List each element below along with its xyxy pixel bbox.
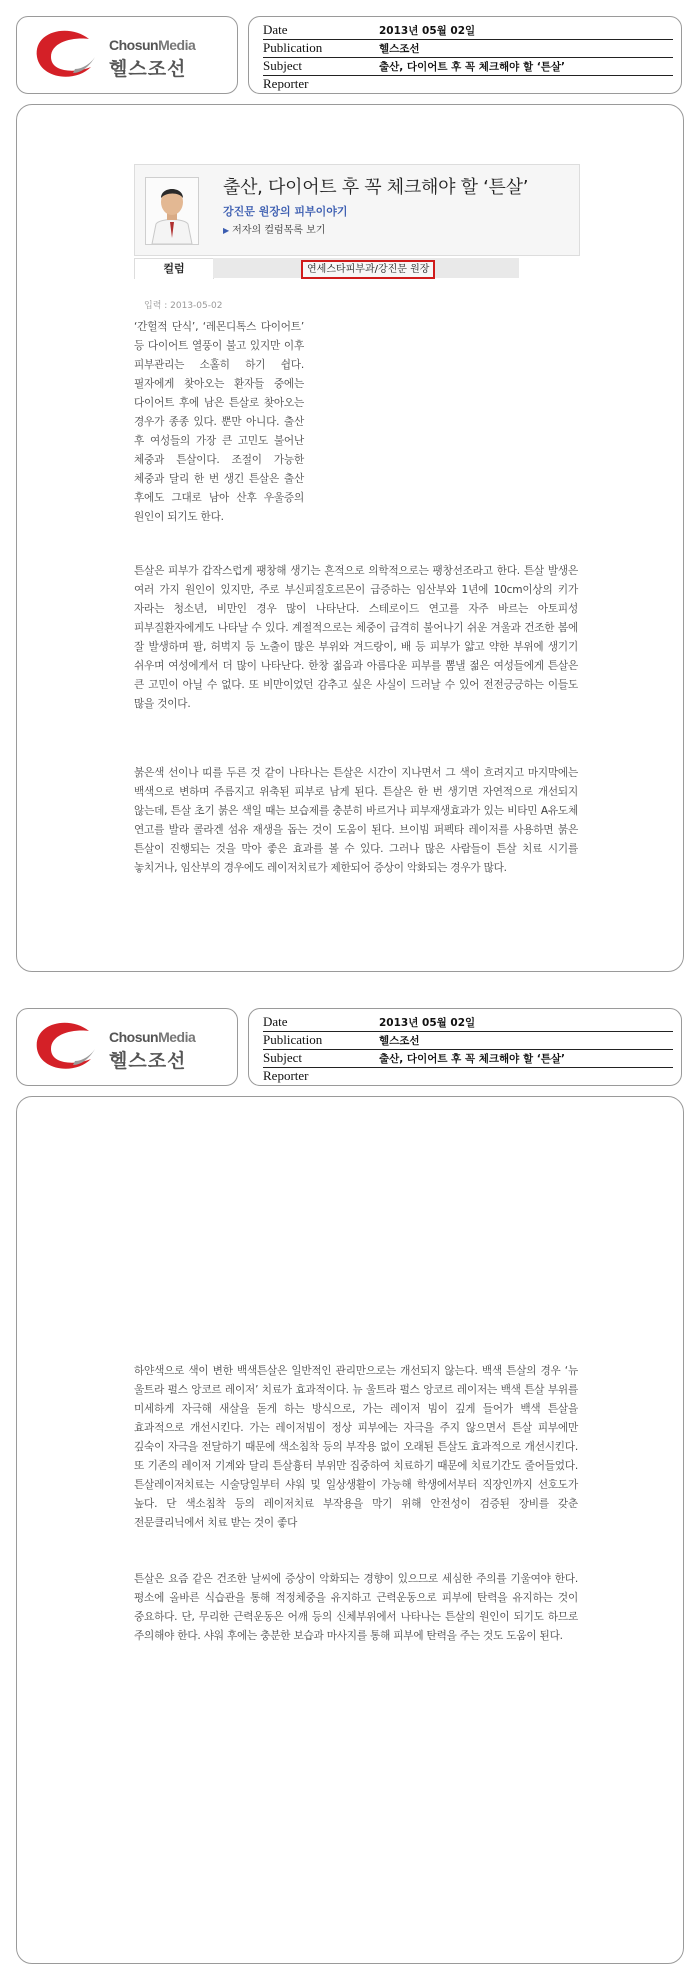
column-series-name[interactable]: 강진문 원장의 피부이야기 [223, 205, 348, 218]
article-date: 입력 : 2013-05-02 [144, 301, 223, 311]
meta-row-date [263, 1013, 673, 1032]
meta-panel [248, 1008, 682, 1086]
publication-label: Publication [263, 40, 323, 55]
tab-bar [134, 258, 578, 278]
source-badge: 연세스타피부과/강진문 원장 [301, 260, 435, 279]
publication-value: 헬스조선 [379, 43, 420, 55]
paragraph-intro: ‘간헐적 단식’, ‘레몬디톡스 다이어트’ 등 다이어트 열풍이 불고 있지만 이후 피부관리는 소홀히 하기 쉽다. 필자에게 찾아오는 환자들 중에는 다이어트 후에 남은 튼살로 찾아오는 경우가 종종 있다. 뿐만 아니다. 출산 후 여성들의 가장 큰 고민도 불어난 체중과 튼살이다. 조절이 가능한 체중과 달리 한 번 생긴 튼살은 출산 후에도 그대로 남아 산후 우울증의 원인이 되기도 한다. [134, 321, 304, 523]
logo-wordmark-top: ChosunMedia [109, 1029, 196, 1045]
subject-label: Subject [263, 58, 302, 73]
logo-wordmark-top: ChosunMedia [109, 37, 196, 53]
meta-row-publication [263, 1031, 673, 1050]
article-header [134, 164, 580, 256]
date-value: 2013년 05월 02일 [379, 1017, 476, 1029]
meta-row-publication [263, 39, 673, 58]
date-value: 2013년 05월 02일 [379, 25, 476, 37]
subject-value: 출산, 다이어트 후 꼭 체크해야 할 ‘튼살’ [379, 61, 566, 73]
logo-wordmark-bottom: 헬스조선 [109, 58, 187, 80]
date-label: Date [263, 22, 288, 37]
meta-row-date [263, 21, 673, 40]
meta-panel [248, 16, 682, 94]
meta-row-reporter [263, 75, 673, 93]
author-portrait-icon [146, 178, 198, 244]
article-title: 출산, 다이어트 후 꼭 체크해야 할 ‘튼살’ [223, 177, 529, 198]
chosun-swoosh-logo-icon [17, 1009, 107, 1085]
paragraph-prevention: 튼살은 요즘 같은 건조한 날씨에 증상이 악화되는 경향이 있으므로 세심한 주의를 기울여야 한다. 평소에 올바른 식습관을 통해 적정체중을 유지하고 근력운동으로 피부에 탄력을 유지하는 것이 중요하다. 단, 무리한 근력운동은 어깨 등의 신체부위에서 나타나는 튼살의 원인이 되기도 하므로 주의해야 한다. 샤워 후에는 충분한 보습과 마사지를 통해 피부에 탄력을 주는 것도 도움이 된다. [134, 1573, 578, 1642]
meta-row-subject [263, 57, 673, 76]
paragraph-cause: 튼살은 피부가 갑작스럽게 팽창해 생기는 흔적으로 의학적으로는 팽창선조라고 한다. 튼살 발생은 여러 가지 원인이 있지만, 주로 부신피질호르몬이 급증하는 임산부와 1년에 10cm이상의 키가 자라는 청소년, 비만인 경우 많이 나타난다. 스테로이드 연고를 자주 바르는 아토피성 피부질환자에게도 나타날 수 있다. 계절적으로는 체중이 급격히 불어나기 쉬운 겨울과 건조한 봄에 잘 발생하며 팔, 허벅지 등 노출이 많은 부위와 겨드랑이, 배 등 피부가 얇고 약한 부위에 생기기 쉬우며 여성에게서 더 많이 나타난다. 한창 젊음과 아름다운 피부를 뽐낼 젊은 여성들에게 튼살은 큰 고민이 아닐 수 없다. 또 비만이었던 감추고 싶은 사실이 드러날 수 있어 전전긍긍하는 이들도 많을 것이다. [134, 565, 578, 710]
author-photo [145, 177, 199, 245]
paragraph-red-striae: 붉은색 선이나 띠를 두른 것 같이 나타나는 튼살은 시간이 지나면서 그 색이 흐려지고 마지막에는 백색으로 변하며 주름지고 위축된 피부로 남게 된다. 튼살은 한 번 생기면 자연적으로 개선되지 않는데, 튼살 초기 붉은 색일 때는 보습제를 충분히 바르거나 피부재생효과가 있는 비타민 A유도체 연고를 발라 콜라겐 섬유 재생을 돕는 것이 도움이 된다. 브이빔 퍼펙타 레이저를 사용하면 붉은 튼살이 진행되는 것을 막아 좋은 효과를 볼 수 있다. 그러나 많은 사람들이 튼살 치료 시기를 놓치거나, 임산부의 경우에도 레이저치료가 제한되어 증상이 악화되는 경우가 많다. [134, 767, 578, 874]
author-columns-link[interactable]: ▶ 저자의 컬럼목록 보기 [223, 225, 326, 236]
tab-column[interactable]: 컬럼 [134, 258, 214, 279]
triangle-right-icon: ▶ [223, 226, 230, 235]
tab-bar-fill [213, 258, 519, 278]
date-label: Date [263, 1014, 288, 1029]
subject-label: Subject [263, 1050, 302, 1065]
logo-panel [16, 1008, 238, 1086]
meta-row-reporter [263, 1067, 673, 1085]
reporter-label: Reporter [263, 76, 309, 91]
subject-value: 출산, 다이어트 후 꼭 체크해야 할 ‘튼살’ [379, 1053, 566, 1065]
meta-row-subject [263, 1049, 673, 1068]
logo-wordmark-bottom: 헬스조선 [109, 1050, 187, 1072]
reporter-label: Reporter [263, 1068, 309, 1083]
logo-panel [16, 16, 238, 94]
chosun-swoosh-logo-icon [17, 17, 107, 93]
publication-label: Publication [263, 1032, 323, 1047]
paragraph-white-striae: 하얀색으로 색이 변한 백색튼살은 일반적인 관리만으로는 개선되지 않는다. 백색 튼살의 경우 ‘뉴 울트라 펄스 앙코르 레이저’ 치료가 효과적이다. 뉴 울트라 펄스 앙코르 레이저는 백색 튼살 부위를 미세하게 자극해 새살을 돋게 하는 방식으로, 가는 레이저 빔이 깊게 들어가 백색 튼살을 효과적으로 개선시킨다. 가는 레이저빔이 정상 피부에는 자극을 주지 않으면서 튼살 피부에만 깊숙이 자극을 전달하기 때문에 색소침착 등의 부작용 없이 오래된 튼살도 효과적으로 개선시킨다. 또 기존의 레이저 기계와 달리 튼살흉터 부위만 집중하여 치료하기 때문에 치료기간도 줄어들었다. 튼살레이저치료는 시술당일부터 샤워 및 일상생활이 가능해 학생에서부터 직장인까지 선호도가 높다. 단 색소침착 등의 레이저치료 부작용을 막기 위해 안전성이 검증된 장비를 갖춘 전문클리닉에서 치료 받는 것이 좋다 [134, 1365, 578, 1529]
publication-value: 헬스조선 [379, 1035, 420, 1047]
